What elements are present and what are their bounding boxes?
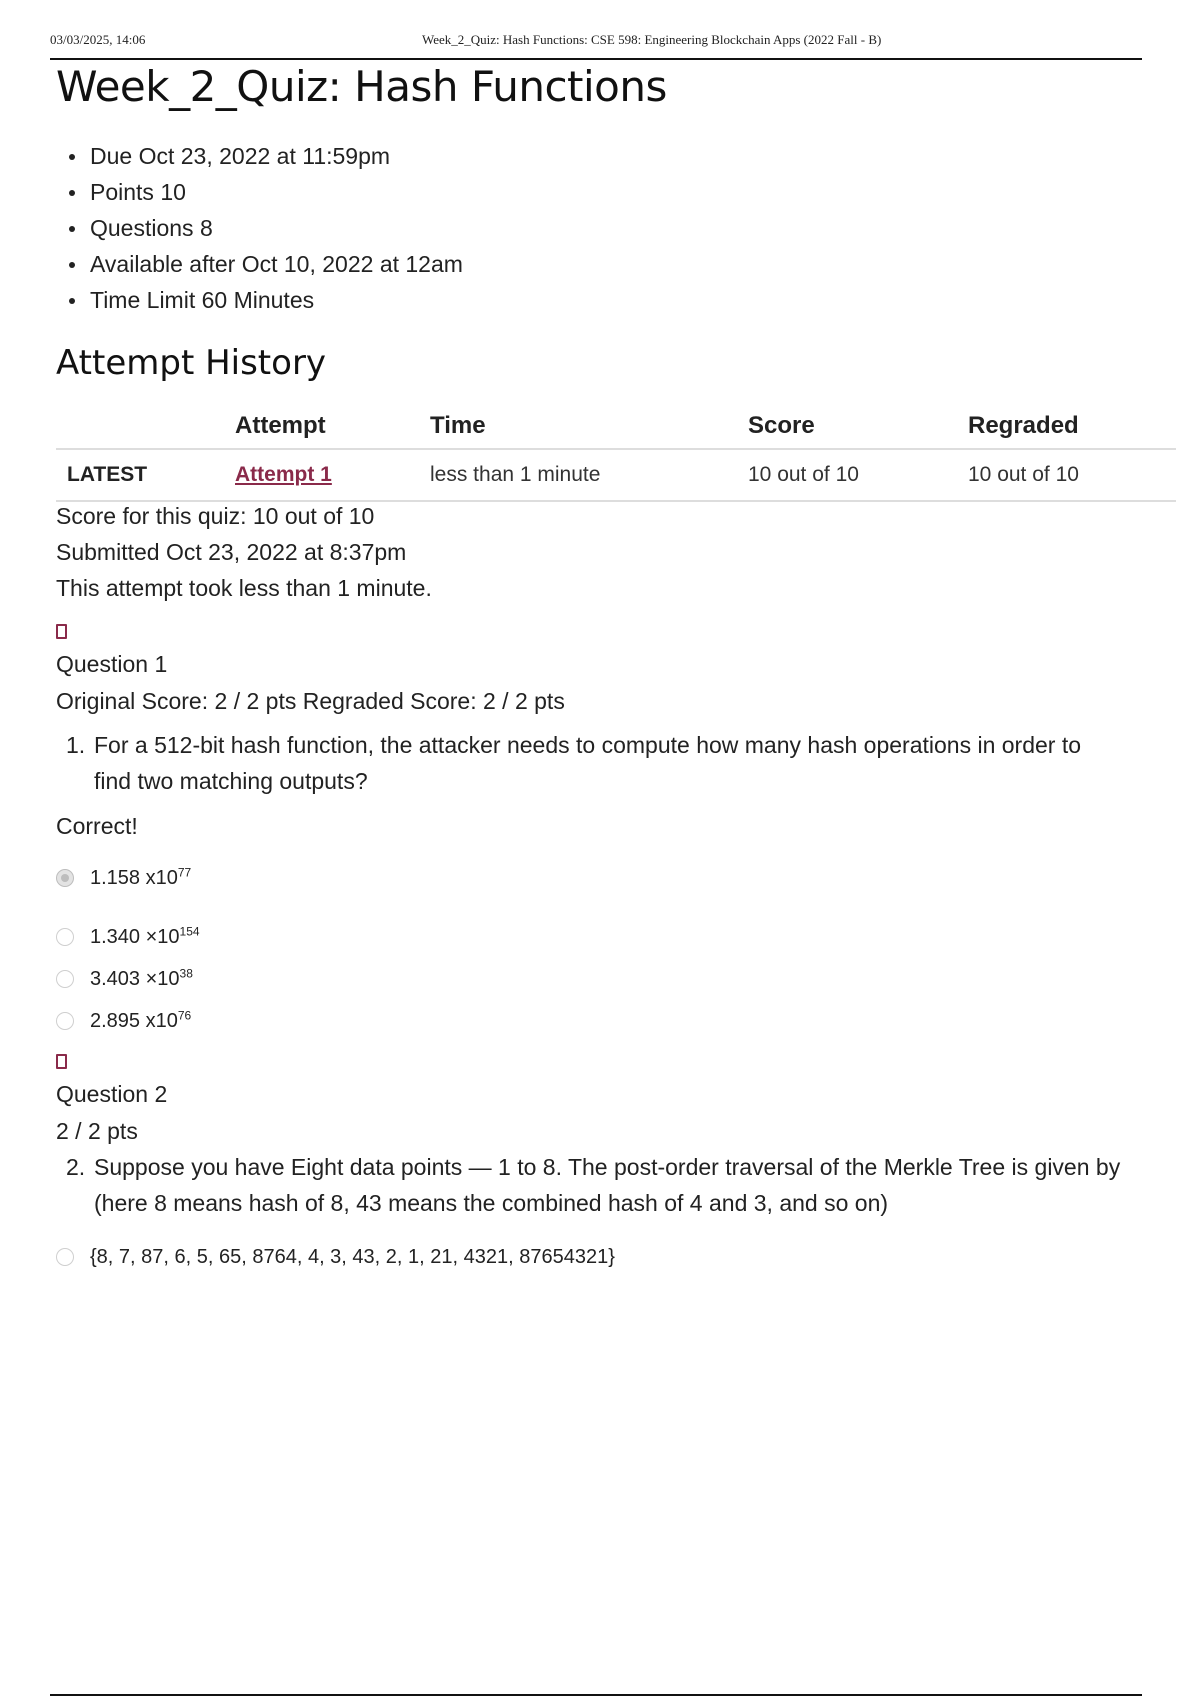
attempt-summary bbox=[56, 498, 432, 606]
question-2-number: 2. bbox=[66, 1154, 86, 1180]
print-header bbox=[50, 30, 1142, 60]
attempt-1-link[interactable]: Attempt 1 bbox=[235, 463, 332, 486]
column-header-time: Time bbox=[430, 404, 748, 449]
table-row bbox=[56, 449, 1176, 501]
column-header-score: Score bbox=[748, 404, 968, 449]
attempt-regraded: 10 out of 10 bbox=[968, 449, 1176, 501]
latest-label: LATEST bbox=[56, 449, 235, 501]
question-2-score: 2 / 2 pts bbox=[56, 1118, 138, 1144]
question-flag-icon[interactable] bbox=[56, 624, 67, 639]
question-2-text bbox=[66, 1149, 1176, 1221]
question-1-text-line2: find two matching outputs? bbox=[94, 768, 368, 794]
question-2-text-line2: (here 8 means hash of 8, 43 means the combined hash of 4 and 3, and so on) bbox=[94, 1190, 889, 1216]
radio-icon[interactable] bbox=[56, 1248, 74, 1266]
answer-text: 1.158 $x10^{77}$ bbox=[90, 865, 192, 889]
print-date: 03/03/2025, 14:06 bbox=[50, 32, 146, 47]
due-date: Due Oct 23, 2022 at 11:59pm bbox=[66, 138, 463, 174]
question-1-score: Original Score: 2 / 2 pts Regraded Score: 2 / 2 pts bbox=[56, 688, 565, 714]
time-limit: Time Limit 60 Minutes bbox=[66, 282, 463, 318]
question-1-text-line1: For a 512-bit hash function, the attacker needs to compute how many hash operations in order to bbox=[94, 732, 1082, 758]
question-1-label: Question 1 bbox=[56, 651, 168, 677]
points: Points 10 bbox=[66, 174, 463, 210]
question-1-number: 1. bbox=[66, 732, 86, 758]
column-header-attempt: Attempt bbox=[235, 404, 430, 449]
question-2-label: Question 2 bbox=[56, 1081, 168, 1107]
attempt-score: 10 out of 10 bbox=[748, 449, 968, 501]
available-after: Available after Oct 10, 2022 at 12am bbox=[66, 246, 463, 282]
column-header-blank bbox=[56, 404, 235, 449]
quiz-score: Score for this quiz: 10 out of 10 bbox=[56, 503, 375, 529]
print-title: Week_2_Quiz: Hash Functions: CSE 598: Engineering Blockchain Apps (2022 Fall - B) bbox=[422, 32, 882, 47]
attempt-time: less than 1 minute bbox=[430, 449, 748, 501]
question-1-feedback: Correct! bbox=[56, 813, 138, 839]
question-1-text bbox=[66, 727, 1176, 799]
radio-icon[interactable] bbox=[56, 1012, 74, 1030]
radio-selected-icon[interactable] bbox=[56, 869, 74, 887]
answer-text: 2.895 $x10^{76}$ bbox=[90, 1008, 192, 1032]
radio-icon[interactable] bbox=[56, 928, 74, 946]
table-header-row bbox=[56, 404, 1176, 449]
page-bottom-rule bbox=[50, 1694, 1142, 1696]
quiz-details-list bbox=[66, 138, 463, 318]
answer-text: $1.340 \times 10^{154}$ bbox=[90, 924, 200, 948]
answer-text: {8, 7, 87, 6, 5, 65, 8764, 4, 3, 43, 2, 1, 21, 4321, 87654321} bbox=[90, 1246, 615, 1268]
page-title: Week_2_Quiz: Hash Functions bbox=[56, 62, 667, 111]
attempt-history-table bbox=[56, 404, 1176, 502]
attempt-history-heading: Attempt History bbox=[56, 343, 327, 383]
submitted-time: Submitted Oct 23, 2022 at 8:37pm bbox=[56, 539, 407, 565]
attempt-cell bbox=[235, 449, 430, 501]
attempt-duration: This attempt took less than 1 minute. bbox=[56, 575, 432, 601]
question-count: Questions 8 bbox=[66, 210, 463, 246]
column-header-regraded: Regraded bbox=[968, 404, 1176, 449]
question-flag-icon[interactable] bbox=[56, 1054, 67, 1069]
answer-text: $3.403 \times 10^{38}$ bbox=[90, 966, 193, 990]
radio-icon[interactable] bbox=[56, 970, 74, 988]
question-2-text-line1: Suppose you have Eight data points — 1 to 8. The post-order traversal of the Merkle Tree is given by bbox=[94, 1154, 1121, 1180]
